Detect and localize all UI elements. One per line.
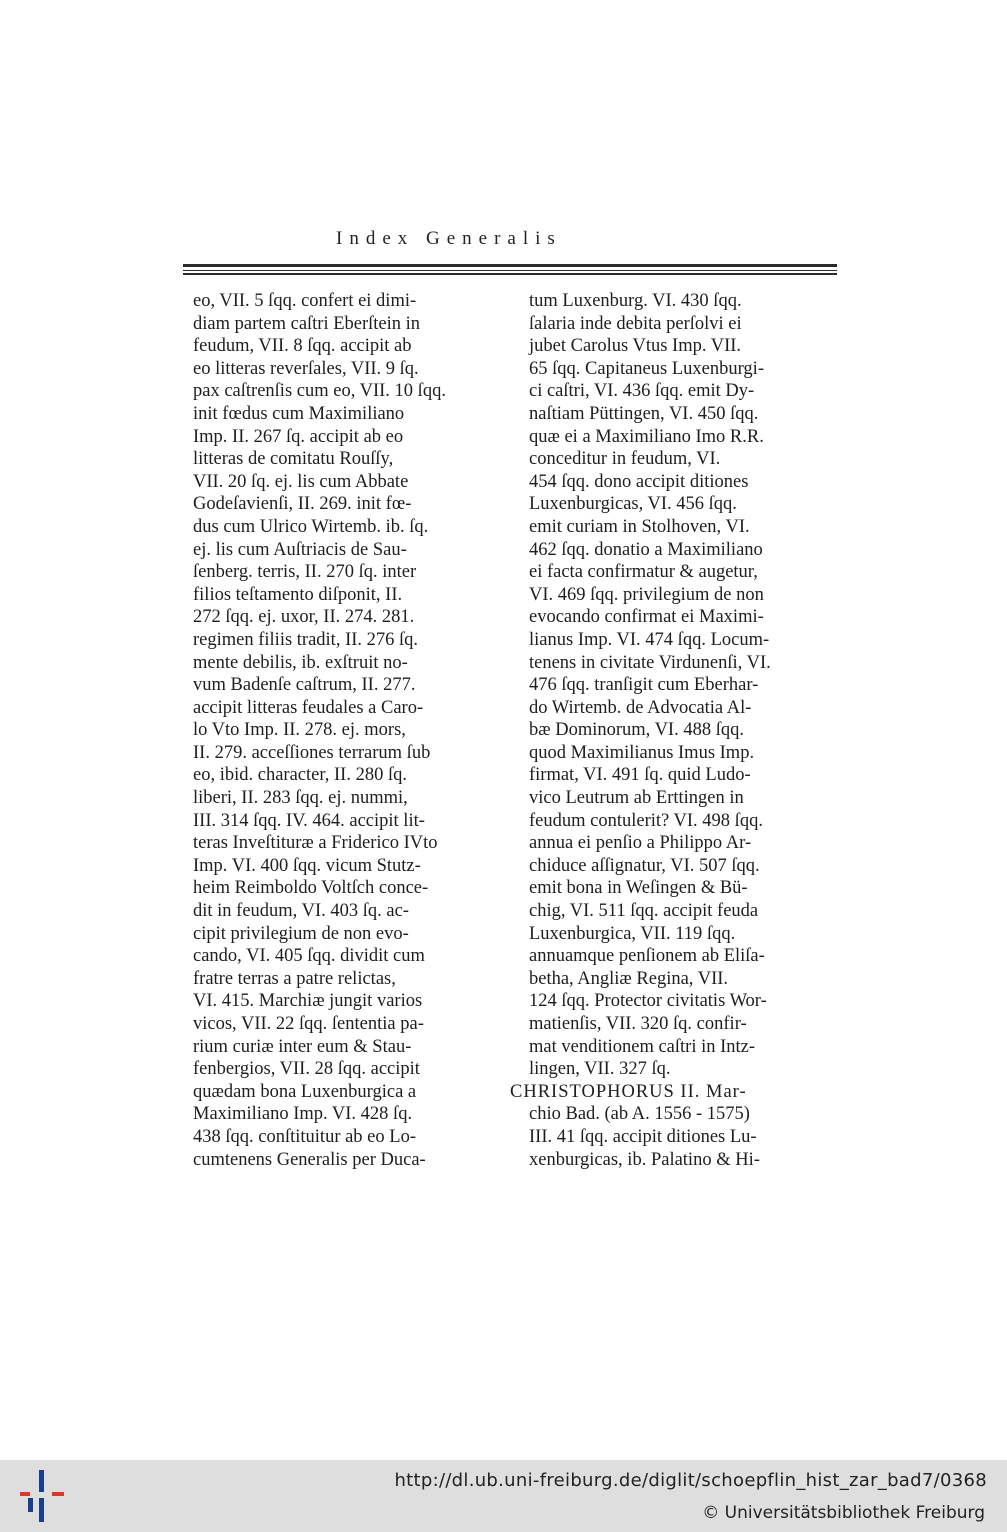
text-line: ei facta confirmatur & augetur, xyxy=(529,562,758,583)
text-line: tum Luxenburg. VI. 430 ſqq. xyxy=(529,291,742,311)
text-line: III. 314 ſqq. IV. 464. accipit lit- xyxy=(193,810,425,831)
page-heading: Index Generalis xyxy=(336,228,562,249)
text-column-right xyxy=(510,290,847,1171)
text-line: feudum contulerit? VI. 498 ſqq. xyxy=(529,810,763,831)
text-line: eo, VII. 5 ſqq. confert ei dimi- xyxy=(193,291,417,311)
text-line: quædam bona Luxenburgica a xyxy=(193,1081,417,1102)
text-line: jubet Carolus Vtus Imp. VII. xyxy=(529,336,742,357)
text-line: fenbergios, VII. 28 ſqq. accipit xyxy=(193,1059,420,1080)
text-line: vico Leutrum ab Erttingen in xyxy=(529,788,744,809)
text-line: Imp. VI. 400 ſqq. vicum Stutz- xyxy=(193,855,421,876)
text-line: lo Vto Imp. II. 278. ej. mors, xyxy=(193,720,406,741)
text-line: eo litteras reverſales, VII. 9 ſq. xyxy=(193,358,419,379)
text-line: dit in feudum, VI. 403 ſq. ac- xyxy=(193,901,409,922)
text-line: fratre terras a patre relictas, xyxy=(193,968,396,989)
text-line: 438 ſqq. conſtituitur ab eo Lo- xyxy=(193,1126,416,1147)
text-line: litteras de comitatu Rouſſy, xyxy=(193,449,394,470)
text-line: diam partem caſtri Eberſtein in xyxy=(193,313,421,334)
text-line: chiduce aſſignatur, VI. 507 ſqq. xyxy=(529,855,760,876)
text-line: betha, Angliæ Regina, VII. xyxy=(529,968,729,989)
text-line: firmat, VI. 491 ſq. quid Ludo- xyxy=(529,765,751,786)
text-line: ſenberg. terris, II. 270 ſq. inter xyxy=(193,562,417,583)
text-line: chio Bad. (ab A. 1556 - 1575) xyxy=(529,1104,750,1125)
text-line: 124 ſqq. Protector civitatis Wor- xyxy=(529,991,767,1012)
text-line: xenburgicas, ib. Palatino & Hi- xyxy=(529,1149,760,1170)
text-line: dus cum Ulrico Wirtemb. ib. ſq. xyxy=(193,516,429,537)
text-line: cando, VI. 405 ſqq. dividit cum xyxy=(193,946,425,967)
text-line: Luxenburgicas, VI. 456 ſqq. xyxy=(529,494,737,515)
text-line: quæ ei a Maximiliano Imo R.R. xyxy=(529,426,764,447)
text-line: III. 41 ſqq. accipit ditiones Lu- xyxy=(529,1126,757,1147)
copyright-notice: © Universitätsbibliothek Freiburg xyxy=(702,1503,985,1523)
text-line: matienſis, VII. 320 ſq. confir- xyxy=(529,1014,747,1034)
text-line: teras Inveſtituræ a Friderico IVto xyxy=(193,833,438,854)
text-line: vicos, VII. 22 ſqq. ſententia pa- xyxy=(193,1014,424,1034)
text-line: init fœdus cum Maximiliano xyxy=(193,403,405,424)
text-line: annuamque penſionem ab Eliſa- xyxy=(529,946,765,967)
text-line: II. 279. acceſſiones terrarum ſub xyxy=(193,742,431,763)
text-line: naſtiam Püttingen, VI. 450 ſqq. xyxy=(529,403,759,424)
heading-rule-middle xyxy=(183,270,837,271)
document-url[interactable]: http://dl.ub.uni-freiburg.de/diglit/schoepflin_hist_zar_bad7/0368 xyxy=(394,1470,987,1491)
text-line: tenens in civitate Virdunenſi, VI. xyxy=(529,652,771,673)
text-line: Godeſavienſi, II. 269. init fœ- xyxy=(193,494,412,515)
text-line: lingen, VII. 327 ſq. xyxy=(529,1059,671,1080)
text-line: ſalaria inde debita perſolvi ei xyxy=(529,313,742,334)
text-line: emit curiam in Stolhoven, VI. xyxy=(529,516,750,537)
ub-freiburg-logo-icon xyxy=(18,1468,66,1524)
text-line: VII. 20 ſq. ej. lis cum Abbate xyxy=(193,471,409,492)
text-line: evocando confirmat ei Maximi- xyxy=(529,607,764,628)
heading-rule-top xyxy=(183,264,837,267)
text-line: Imp. II. 267 ſq. accipit ab eo xyxy=(193,426,404,447)
text-line: mat venditionem caſtri in Intz- xyxy=(529,1036,756,1057)
text-line: VI. 469 ſqq. privilegium de non xyxy=(529,584,764,605)
text-line: liberi, II. 283 ſqq. ej. nummi, xyxy=(193,788,408,809)
text-line: cumtenens Generalis per Duca- xyxy=(193,1149,426,1170)
text-line: 272 ſqq. ej. uxor, II. 274. 281. xyxy=(193,607,415,628)
text-line: vum Badenſe caſtrum, II. 277. xyxy=(193,675,416,696)
text-line: ci caſtri, VI. 436 ſqq. emit Dy- xyxy=(529,381,755,402)
text-line: Maximiliano Imp. VI. 428 ſq. xyxy=(193,1104,413,1125)
text-column-left xyxy=(193,290,503,1171)
text-line: 454 ſqq. dono accipit ditiones xyxy=(529,471,749,492)
text-line: bæ Dominorum, VI. 488 ſqq. xyxy=(529,720,744,741)
viewer-footer xyxy=(0,1460,1007,1532)
text-line: conceditur in feudum, VI. xyxy=(529,449,721,470)
text-line: mente debilis, ib. exſtruit no- xyxy=(193,652,408,673)
text-line: emit bona in Weſingen & Bü- xyxy=(529,878,748,899)
text-line: VI. 415. Marchiæ jungit varios xyxy=(193,991,423,1012)
text-line: lianus Imp. VI. 474 ſqq. Locum- xyxy=(529,629,770,650)
text-line: cipit privilegium de non evo- xyxy=(193,923,409,944)
heading-rule-bottom xyxy=(183,273,837,275)
text-line: quod Maximilianus Imus Imp. xyxy=(529,742,755,763)
text-line: feudum, VII. 8 ſqq. accipit ab xyxy=(193,336,412,357)
text-line: eo, ibid. character, II. 280 ſq. xyxy=(193,765,407,786)
text-line: regimen filiis tradit, II. 276 ſq. xyxy=(193,629,419,650)
text-line: annua ei penſio a Philippo Ar- xyxy=(529,833,752,854)
text-line: do Wirtemb. de Advocatia Al- xyxy=(529,697,752,718)
text-line: chig, VI. 511 ſqq. accipit feuda xyxy=(529,901,759,922)
text-line: Luxenburgica, VII. 119 ſqq. xyxy=(529,923,736,944)
text-line: rium curiæ inter eum & Stau- xyxy=(193,1036,412,1057)
entry-heading: CHRISTOPHORUS II. Mar- xyxy=(510,1081,747,1102)
text-line: filios teſtamento diſponit, II. xyxy=(193,584,403,605)
text-line: 65 ſqq. Capitaneus Luxenburgi- xyxy=(529,358,764,379)
text-line: ej. lis cum Auſtriacis de Sau- xyxy=(193,539,407,560)
text-line: accipit litteras feudales a Caro- xyxy=(193,697,424,718)
text-line: pax caſtrenſis cum eo, VII. 10 ſqq. xyxy=(193,381,446,402)
text-line: heim Reimboldo Voltſch conce- xyxy=(193,878,429,899)
text-line: 462 ſqq. donatio a Maximiliano xyxy=(529,539,763,560)
text-line: 476 ſqq. tranſigit cum Eberhar- xyxy=(529,675,759,696)
